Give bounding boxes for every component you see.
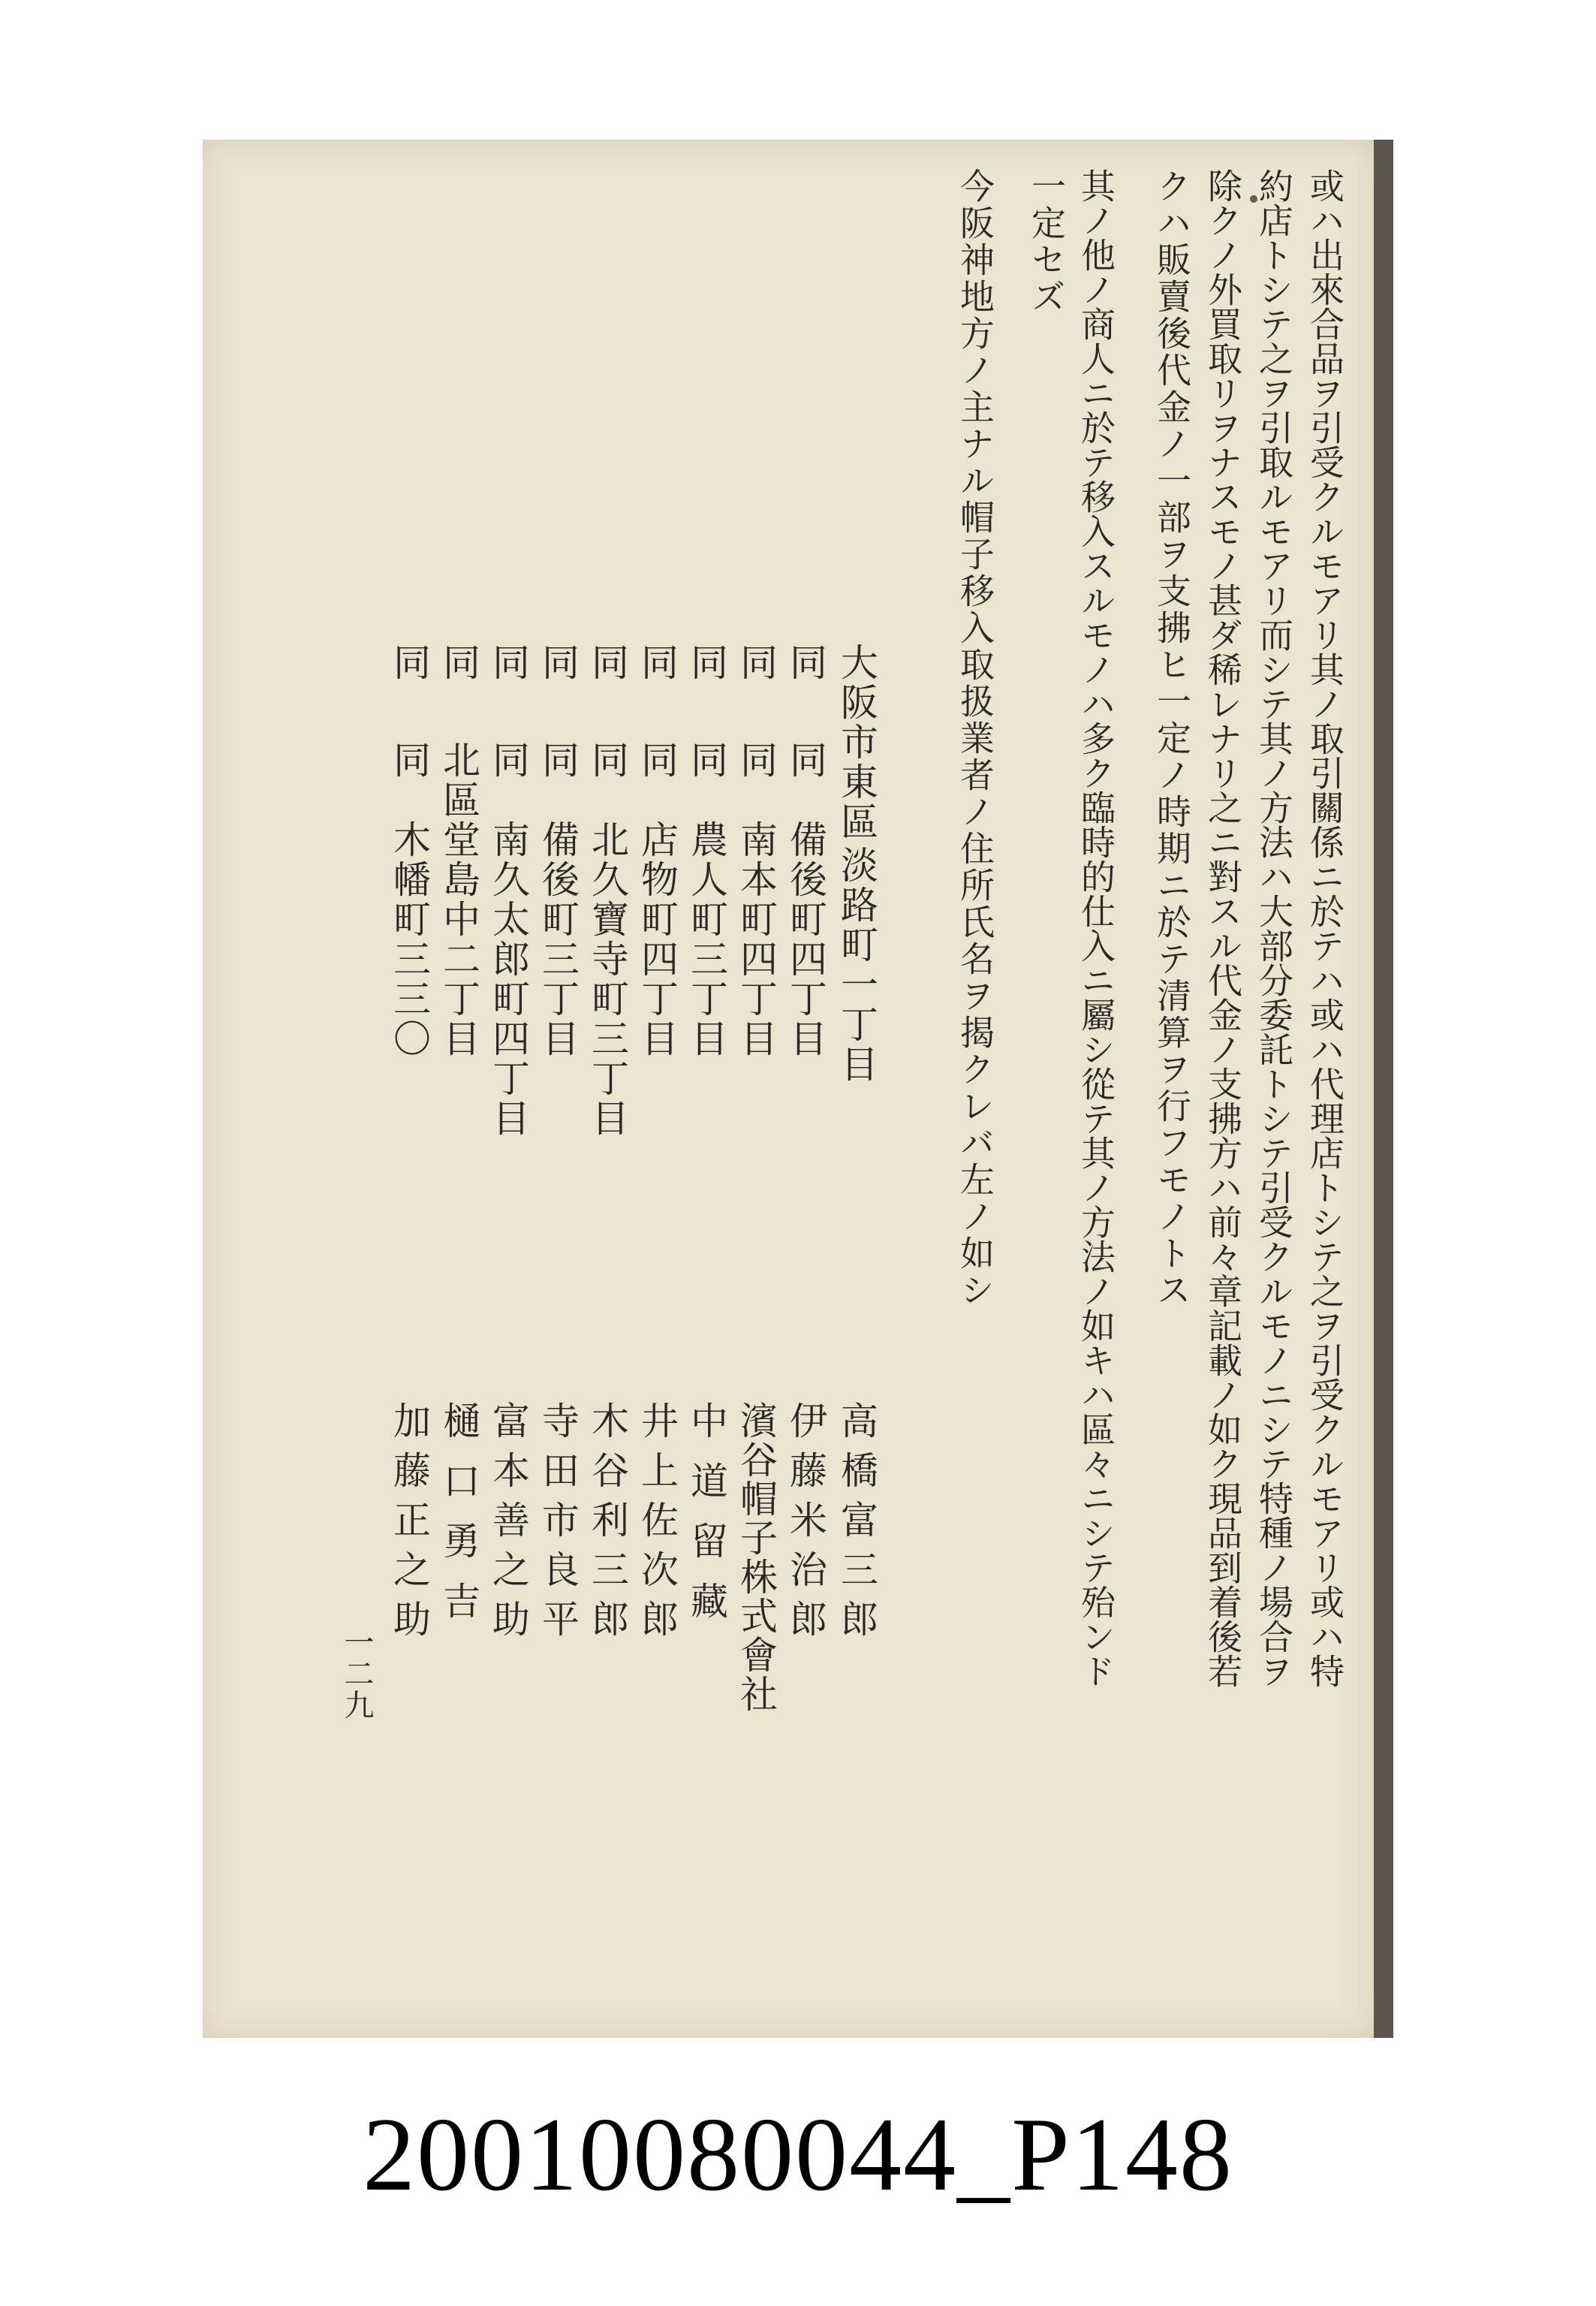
dealer-address-street: 同 北久寶寺町三丁目	[586, 740, 629, 1138]
dealer-address-area: 同	[486, 643, 530, 683]
paragraph-line-7: 今阪神地方ノ主ナル帽子移入取扱業者ノ住所氏名ヲ揭クレバ左ノ如シ	[955, 168, 995, 1309]
dealer-name: 富本善之助	[486, 1401, 530, 1649]
dealer-address-street: 同 木幡町三三〇	[387, 740, 431, 1059]
dealer-name: 木谷利三郎	[586, 1401, 629, 1649]
dealer-name: 加藤正之助	[387, 1401, 431, 1649]
paragraph-line-5: 其ノ他ノ商人ニ於テ移入スルモノハ多ク臨時的仕入ニ屬シ從テ其ノ方法ノ如キハ區々ニシテ殆ンド	[1076, 168, 1116, 1688]
paragraph-line-4: クハ販賣後代金ノ一部ヲ支拂ヒ一定ノ時期ニ於テ清算ヲ行フモノトス	[1152, 168, 1192, 1309]
dealer-address-area: 同	[536, 643, 580, 683]
dealer-address-area: 同	[387, 643, 431, 683]
paragraph-line-2: 約店トシテ之ヲ引取ルモアリ而シテ其ノ方法ハ大部分委託トシテ引受クルモノニシテ特種ノ場合ヲ	[1254, 168, 1294, 1688]
paragraph-line-6: 一定セズ	[1026, 168, 1067, 315]
dealer-address-street: 同 備後町四丁目	[784, 740, 827, 1059]
dealer-name: 伊藤米治郎	[784, 1401, 827, 1649]
dealer-address-street: 同 南久太郎町四丁目	[486, 740, 530, 1138]
paragraph-line-3: 除クノ外買取リヲナスモノ甚ダ稀レナリ之ニ對スル代金ノ支拂方ハ前々章記載ノ如ク現品到着後若	[1203, 168, 1243, 1688]
dealer-name: 井上佐次郎	[635, 1401, 679, 1649]
dealer-address-area: 同	[734, 643, 778, 683]
dealer-address-street: 同 農人町三丁目	[685, 740, 728, 1059]
image-caption: 20010080044_P148	[363, 2097, 1233, 2213]
dealer-address-area: 大阪市東區	[835, 643, 878, 842]
dealer-address-street: 北區堂島中二丁目	[437, 740, 480, 1059]
dealer-name: 樋口勇吉	[437, 1401, 480, 1641]
paragraph-line-1: 或ハ出來合品ヲ引受クルモアリ其ノ取引關係ニ於テハ或ハ代理店トシテ之ヲ引受クルモアリ或ハ特	[1305, 168, 1345, 1688]
page-number: 一二九	[339, 1626, 374, 1721]
dealer-address-street: 同 備後町三丁目	[536, 740, 580, 1059]
dealer-address-street: 同 店物町四丁目	[635, 740, 679, 1059]
document-page	[203, 140, 1393, 2038]
dealer-name: 中道留藏	[685, 1401, 728, 1641]
dealer-address-area: 同	[784, 643, 827, 683]
dealer-address-area: 同	[437, 643, 480, 683]
dealer-name: 濱谷帽子株式會社	[734, 1401, 778, 1714]
dealer-address-area: 同	[635, 643, 679, 683]
dealer-address-street: 淡路町一丁目	[835, 846, 878, 1084]
dealer-address-area: 同	[586, 643, 629, 683]
dealer-name: 寺田市良平	[536, 1401, 580, 1649]
dealer-address-street: 同 南本町四丁目	[734, 740, 778, 1059]
dealer-name: 高橋富三郎	[835, 1401, 878, 1649]
dealer-address-area: 同	[685, 643, 728, 683]
